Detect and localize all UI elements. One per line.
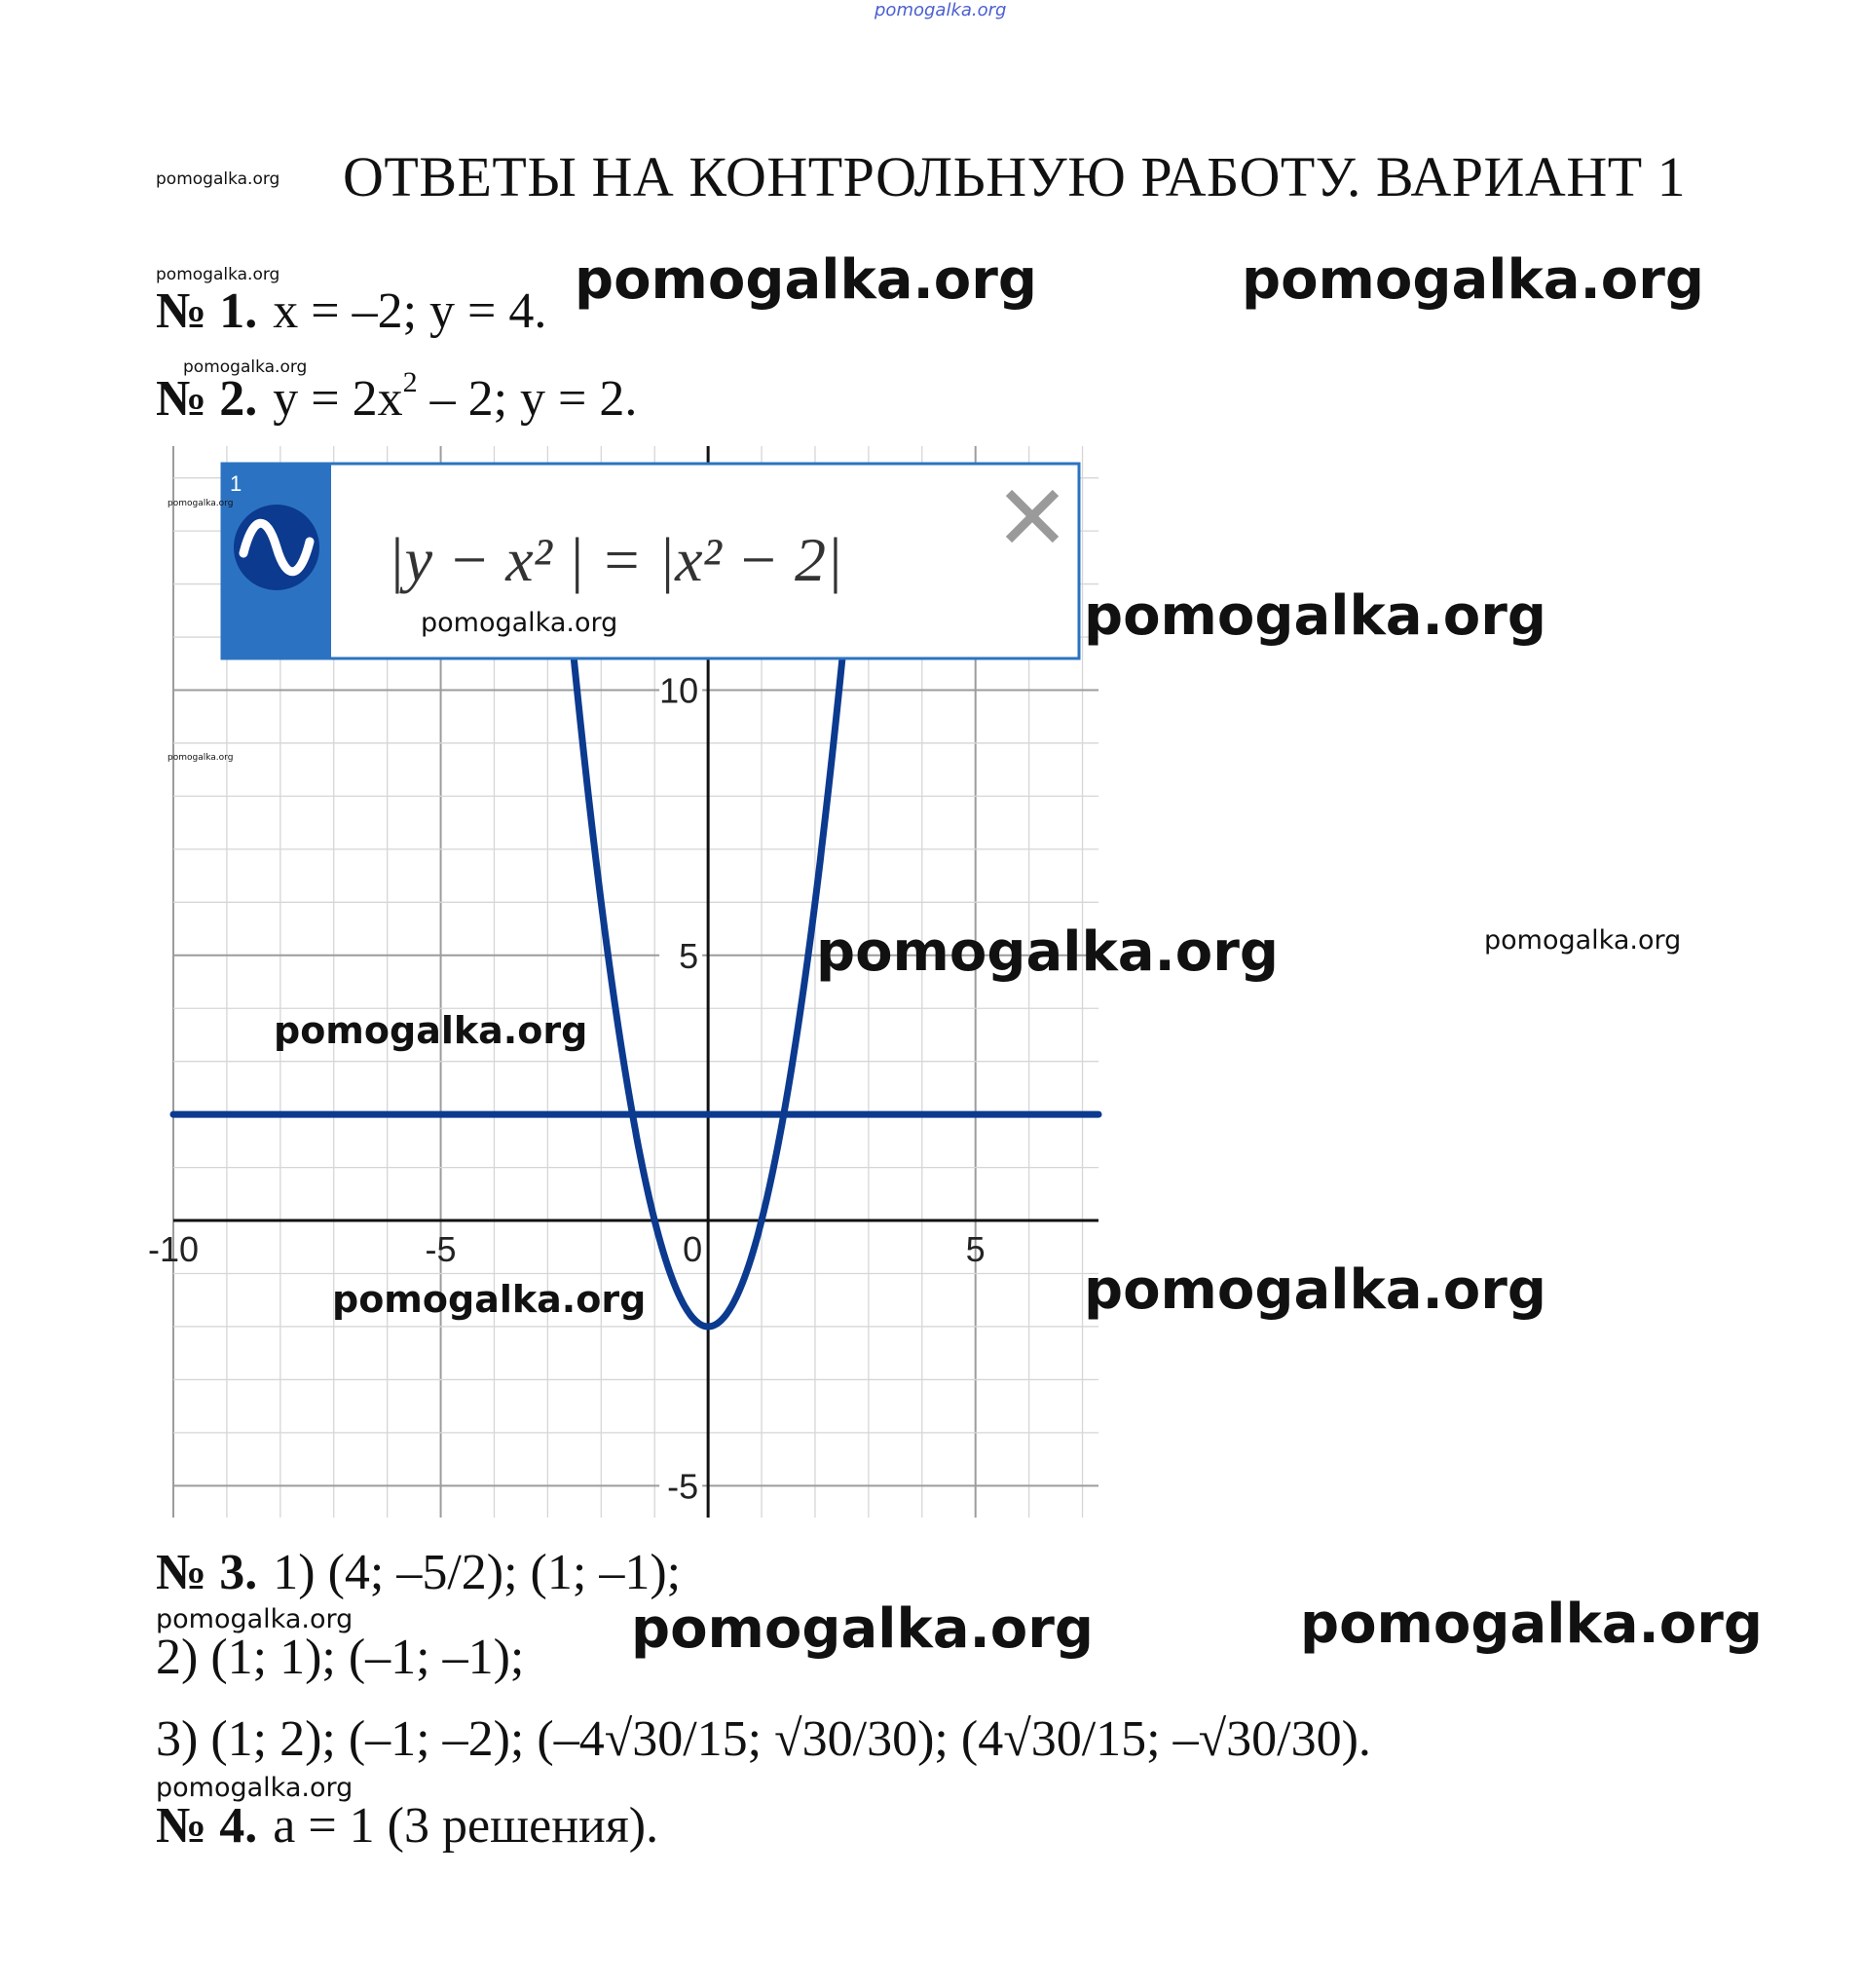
desmos-wave-icon: [234, 505, 319, 590]
answer-text: x = –2; y = 4.: [273, 283, 547, 339]
answer-number: № 4.: [156, 1798, 258, 1854]
exponent: 2: [402, 366, 418, 398]
watermark: pomogalka.org: [1084, 584, 1546, 648]
expression-panel[interactable]: [222, 464, 1079, 658]
y-tick-label: -5: [667, 1466, 699, 1507]
watermark: pomogalka.org: [156, 1604, 354, 1634]
x-tick-label: 5: [965, 1229, 986, 1270]
answer-number: № 2.: [156, 371, 258, 427]
watermark: pomogalka.org: [156, 1773, 354, 1803]
watermark: pomogalka.org: [1300, 1593, 1763, 1656]
watermark: pomogalka.org: [167, 753, 234, 763]
y-tick-label: 5: [679, 935, 699, 976]
watermark: pomogalka.org: [274, 1009, 588, 1052]
answer-1: [156, 282, 546, 340]
answer-number: № 1.: [156, 283, 258, 339]
x-tick-label: -10: [147, 1229, 200, 1270]
watermark: pomogalka.org: [1084, 1258, 1546, 1322]
x-tick-label: -5: [425, 1229, 457, 1270]
answer-text: – 2; y = 2.: [417, 371, 638, 427]
watermark: pomogalka.org: [156, 169, 280, 189]
watermark: pomogalka.org: [421, 608, 618, 638]
page-title: ОТВЕТЫ НА КОНТРОЛЬНУЮ РАБОТУ. ВАРИАНТ 1: [343, 145, 1687, 208]
answer-number: № 3.: [156, 1545, 258, 1600]
watermark: pomogalka.org: [631, 1597, 1094, 1661]
watermark-top: pomogalka.org: [875, 0, 1007, 20]
watermark: pomogalka.org: [167, 499, 234, 508]
answer-3-line-2: 2) (1; 1); (–1; –1);: [156, 1630, 525, 1685]
expression-index: 1: [230, 471, 242, 496]
watermark: pomogalka.org: [156, 265, 280, 284]
watermark: pomogalka.org: [1484, 925, 1682, 956]
watermark: pomogalka.org: [575, 248, 1037, 312]
answer-text: y = 2x: [273, 371, 403, 427]
y-tick-label: 10: [659, 670, 699, 711]
answer-text: a = 1 (3 решения).: [273, 1798, 659, 1854]
answer-3-line-3: 3) (1; 2); (–1; –2); (–4√30/15; √30/30); (4√30/15; –√30/30).: [156, 1711, 1371, 1767]
watermark: pomogalka.org: [816, 920, 1279, 984]
answer-3: [156, 1544, 681, 1601]
x-tick-label: 0: [683, 1229, 703, 1270]
answer-text: 1) (4; –5/2); (1; –1);: [273, 1545, 682, 1600]
watermark: pomogalka.org: [332, 1278, 647, 1321]
answer-4: [156, 1797, 658, 1855]
expression-text[interactable]: |y − x² | = |x² − 2|: [388, 525, 843, 594]
watermark: pomogalka.org: [183, 357, 308, 377]
watermark: pomogalka.org: [1242, 248, 1704, 312]
